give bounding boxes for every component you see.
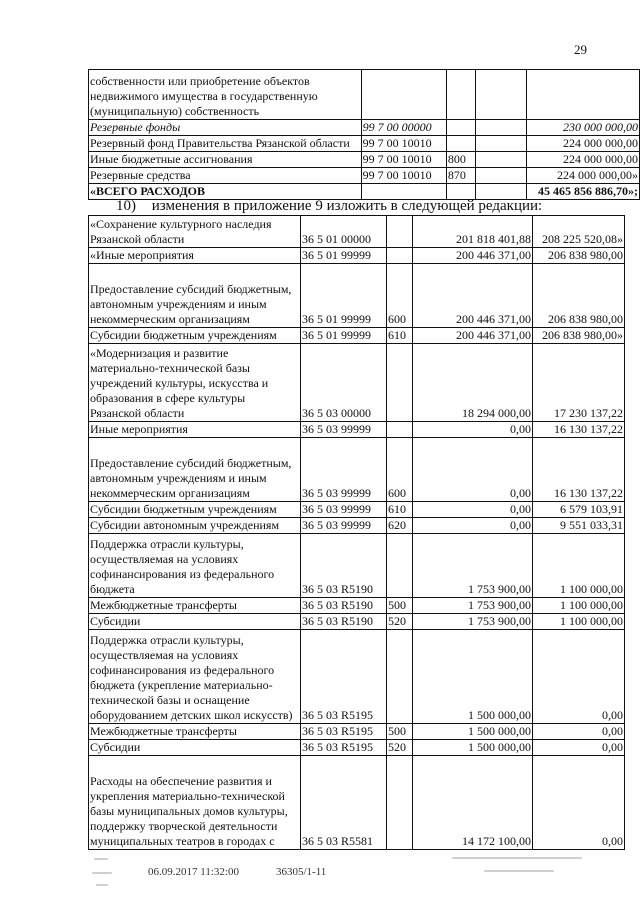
row-code: 36 5 03 R5195 [301,724,387,740]
row-vr [387,534,413,598]
row-name: Иные бюджетные ассигнования [89,152,362,168]
row-sum-1: 0,00 [413,422,533,438]
row-vr: 520 [387,614,413,630]
row-name: Субсидии бюджетным учреждениям [89,328,301,344]
row-code: 99 7 00 10010 [361,168,446,184]
row-vr [387,344,413,422]
row-vr [387,756,413,850]
row-sum-2: 6 579 103,91 [533,502,625,518]
row-sum-2: 1 100 000,00 [533,614,625,630]
row-name: Иные мероприятия [89,422,301,438]
row-sum-2: 1 100 000,00 [533,534,625,598]
row-sum-1: 1 753 900,00 [413,534,533,598]
row-name: Расходы на обеспечение развития и укрепления материально-технической базы муниципальных домов культуры, поддержку творческой деятельности муниципальных театров в городах с [89,756,301,850]
row-sum-2: 9 551 033,31 [533,518,625,534]
row-sum-1: 200 446 371,00 [413,328,533,344]
faint-mark [92,872,112,874]
row-code: 99 7 00 00000 [361,120,446,136]
table-row [89,344,625,422]
row-vr: 500 [387,724,413,740]
row-sum-2: 1 100 000,00 [533,598,625,614]
row-code: 36 5 03 99999 [301,422,387,438]
row-sum-1 [476,136,526,152]
faint-mark [96,884,108,886]
row-sum-2: 45 465 856 886,70»; [526,184,639,200]
row-name: Поддержка отрасли культуры, осуществляемая на условиях софинансирования из федерального бюджета [89,534,301,598]
row-vr: 610 [387,328,413,344]
table-row [89,630,625,724]
row-vr: 500 [387,598,413,614]
row-sum-2: 206 838 980,00 [533,248,625,264]
row-vr [387,422,413,438]
row-code: 36 5 01 99999 [301,328,387,344]
row-vr [446,70,476,120]
table-row [89,598,625,614]
row-name: Субсидии [89,740,301,756]
row-vr: 600 [387,438,413,502]
row-code: 36 5 03 99999 [301,518,387,534]
table-row [89,518,625,534]
row-sum-1: 1 753 900,00 [413,598,533,614]
row-sum-1: 14 172 100,00 [413,756,533,850]
row-vr [387,248,413,264]
row-code: 99 7 00 10010 [361,152,446,168]
section-number: 10) [116,198,136,214]
row-name: собственности или приобретение объектов недвижимого имущества в государственную (муниципальную) собственность [89,70,362,120]
row-sum-2: 16 130 137,22 [533,438,625,502]
row-code: 36 5 03 R5195 [301,630,387,724]
table-row [89,724,625,740]
footer-date: 06.09.2017 11:32:00 [148,866,239,878]
table-row [89,534,625,598]
row-name: Субсидии автономным учреждениям [89,518,301,534]
section-heading [116,198,542,215]
row-sum-2: 0,00 [533,724,625,740]
row-name: Резервные средства [89,168,362,184]
row-sum-1: 1 500 000,00 [413,740,533,756]
row-name: «Сохранение культурного наследия Рязанской области [89,216,301,248]
row-sum-1: 18 294 000,00 [413,344,533,422]
table-row [89,614,625,630]
row-sum-1 [476,152,526,168]
row-sum-2: 0,00 [533,630,625,724]
row-sum-1: 0,00 [413,438,533,502]
row-name: «Иные мероприятия [89,248,301,264]
faint-mark [94,858,108,860]
row-code: 36 5 03 00000 [301,344,387,422]
row-code [361,70,446,120]
row-sum-1: 1 753 900,00 [413,614,533,630]
row-code: 36 5 03 R5190 [301,534,387,598]
row-sum-2: 230 000 000,00 [526,120,639,136]
row-sum-1: 0,00 [413,518,533,534]
row-name: Предоставление субсидий бюджетным, автономным учреждениям и иным некоммерческим организациям [89,264,301,328]
row-vr: 600 [387,264,413,328]
row-vr: 610 [387,502,413,518]
row-vr: 870 [446,168,476,184]
row-sum-2: 224 000 000,00 [526,136,639,152]
row-code: 36 5 03 R5190 [301,598,387,614]
row-sum-2 [526,70,639,120]
row-name: Субсидии [89,614,301,630]
row-code: 36 5 01 99999 [301,248,387,264]
appendix-9-table [88,215,625,850]
row-vr: 800 [446,152,476,168]
row-sum-1: 1 500 000,00 [413,724,533,740]
row-vr [387,630,413,724]
row-sum-1: 200 446 371,00 [413,264,533,328]
page-number: 29 [574,42,587,57]
faint-stamp-line [484,870,554,872]
table-row [89,438,625,502]
table-row [89,264,625,328]
faint-stamp-line [452,857,582,859]
row-code: 36 5 03 R5195 [301,740,387,756]
row-sum-2: 224 000 000,00» [526,168,639,184]
table-row [89,168,640,184]
table-row [89,136,640,152]
row-sum-2: 17 230 137,22 [533,344,625,422]
row-name: «ВСЕГО РАСХОДОВ [89,184,362,200]
row-name: Межбюджетные трансферты [89,598,301,614]
row-name: Резервный фонд Правительства Рязанской области [89,136,362,152]
row-code: 99 7 00 10010 [361,136,446,152]
row-name: «Модернизация и развитие материально-технической базы учреждений культуры, искусства и образования в сфере культуры Рязанской области [89,344,301,422]
row-sum-1: 1 500 000,00 [413,630,533,724]
row-sum-2: 224 000 000,00 [526,152,639,168]
row-vr: 520 [387,740,413,756]
row-sum-2: 0,00 [533,740,625,756]
row-sum-1 [476,70,526,120]
table-row [89,422,625,438]
row-vr [446,136,476,152]
table-row [89,120,640,136]
row-sum-2: 206 838 980,00 [533,264,625,328]
row-code: 36 5 03 99999 [301,502,387,518]
footer-doc-number: 36305/1-11 [276,866,327,878]
row-sum-1 [476,120,526,136]
row-sum-2: 16 130 137,22 [533,422,625,438]
row-name: Резервные фонды [89,120,362,136]
row-sum-2: 206 838 980,00» [533,328,625,344]
table-row [89,756,625,850]
row-code: 36 5 03 R5581 [301,756,387,850]
row-sum-1 [476,168,526,184]
row-name: Поддержка отрасли культуры, осуществляемая на условиях софинансирования из федерального бюджета (укрепление материально-технической базы и оснащение оборудованием детских школ искусств) [89,630,301,724]
row-code: 36 5 03 99999 [301,438,387,502]
row-sum-1: 201 818 401,88 [413,216,533,248]
row-vr [387,216,413,248]
row-code: 36 5 01 00000 [301,216,387,248]
row-code: 36 5 01 99999 [301,264,387,328]
row-name: Межбюджетные трансферты [89,724,301,740]
table-row [89,328,625,344]
row-name: Предоставление субсидий бюджетным, автономным учреждениям и иным некоммерческим организациям [89,438,301,502]
table-row [89,740,625,756]
table-row [89,70,640,120]
row-vr: 620 [387,518,413,534]
row-sum-2: 208 225 520,08» [533,216,625,248]
row-code: 36 5 03 R5190 [301,614,387,630]
table-row [89,216,625,248]
row-sum-1: 200 446 371,00 [413,248,533,264]
table-row [89,248,625,264]
table-row [89,152,640,168]
row-name: Субсидии бюджетным учреждениям [89,502,301,518]
row-sum-1: 0,00 [413,502,533,518]
table-row [89,502,625,518]
row-vr [446,120,476,136]
expenses-table-continued [88,69,640,200]
row-sum-2: 0,00 [533,756,625,850]
section-text: изменения в приложение 9 изложить в следующей редакции: [151,198,543,214]
